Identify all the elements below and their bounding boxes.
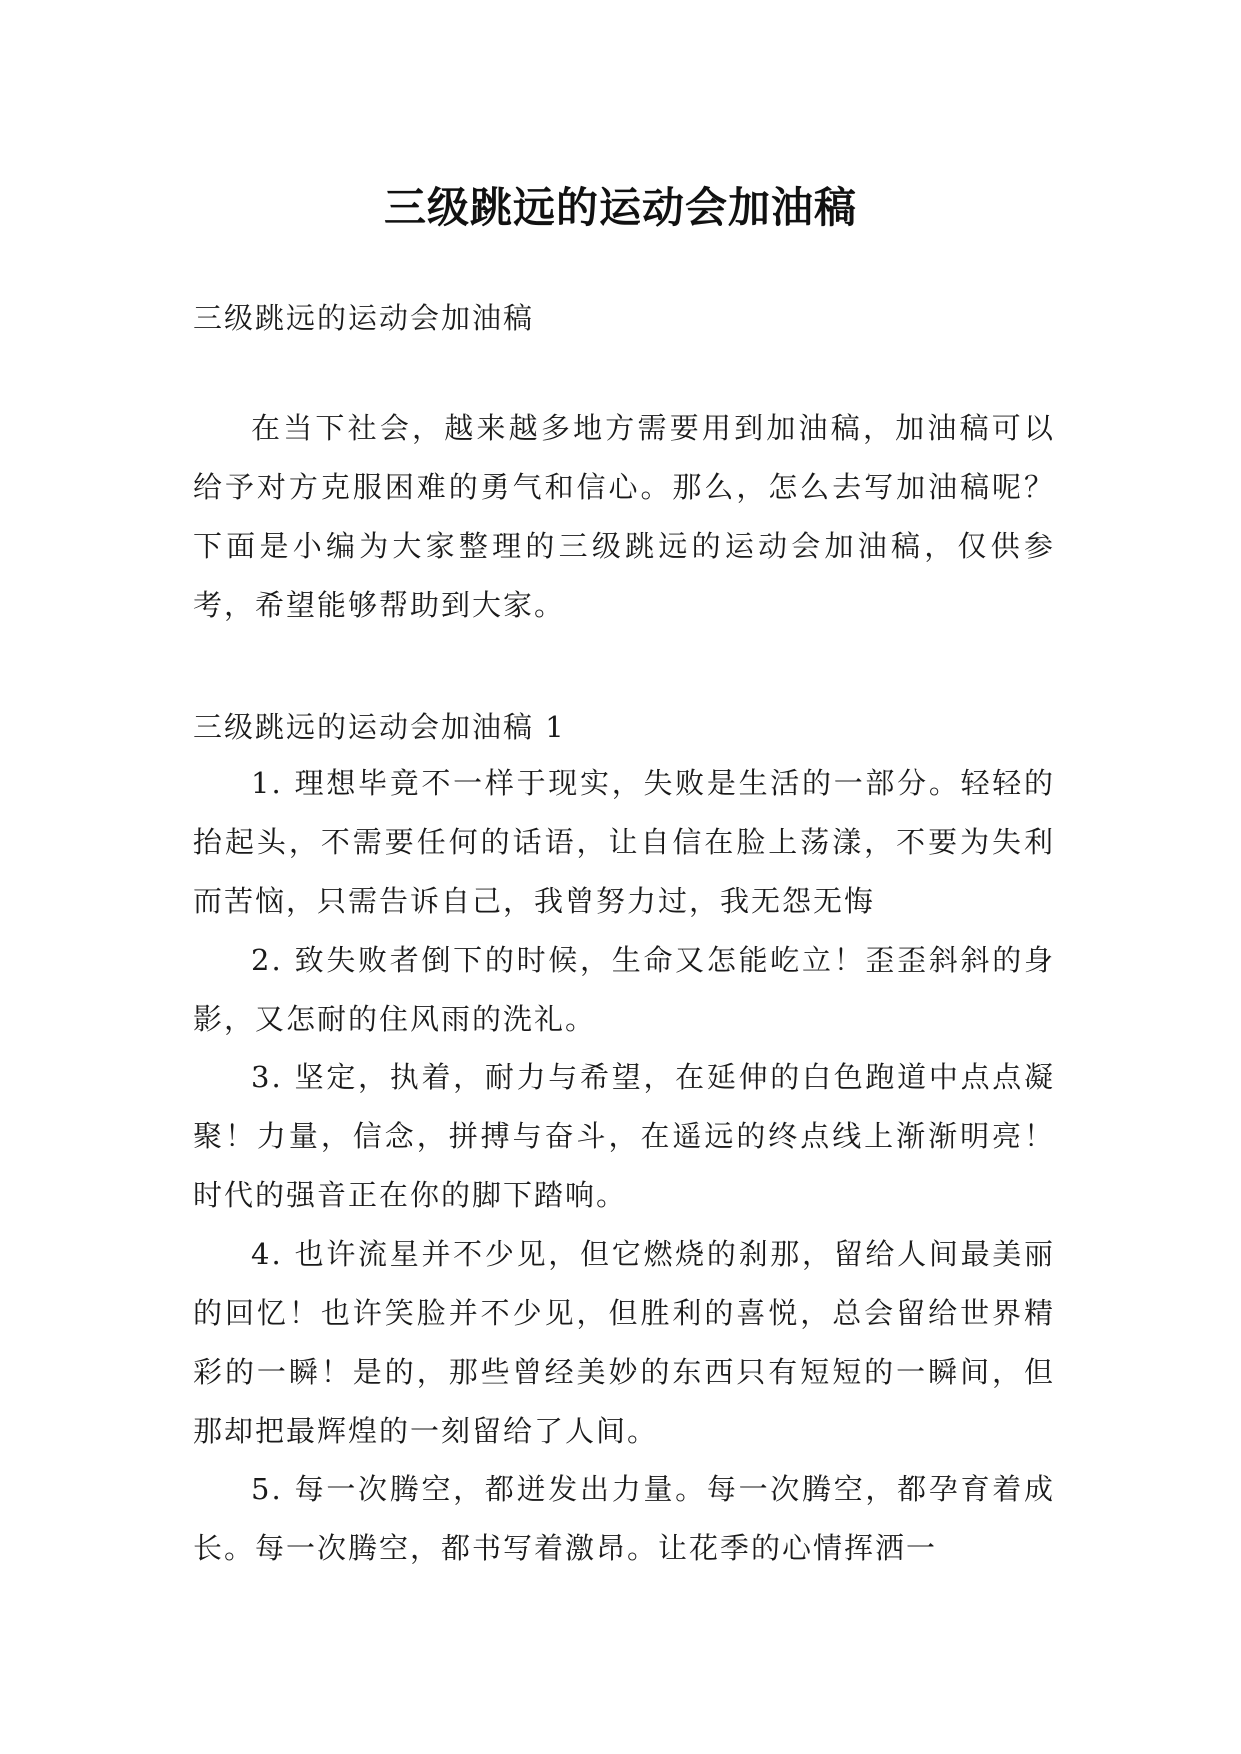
document-title: 三级跳远的运动会加油稿 — [383, 183, 857, 233]
list-item: 2. 致失败者倒下的时候，生命又怎能屹立！歪歪斜斜的身影，又怎耐的住风雨的洗礼。 — [193, 943, 1055, 1036]
list-item: 3. 坚定，执着，耐力与希望，在延伸的白色跑道中点点凝聚！力量，信念，拼搏与奋斗，在遥远的终点线上渐渐明亮！时代的强音正在你的脚下踏响。 — [193, 1060, 1055, 1212]
list-item: 4. 也许流星并不少见，但它燃烧的刹那，留给人间最美丽的回忆！也许笑脸并不少见，但胜利的喜悦，总会留给世界精彩的一瞬！是的，那些曾经美妙的东西只有短短的一瞬间，但那却把最辉煌的一刻留给了人间。 — [193, 1237, 1055, 1448]
list-item: 5. 每一次腾空，都迸发出力量。每一次腾空，都孕育着成长。每一次腾空，都书写着激昂。让花季的心情挥洒一 — [193, 1472, 1055, 1565]
list-item: 1. 理想毕竟不一样于现实，失败是生活的一部分。轻轻的抬起头，不需要任何的话语，让自信在脸上荡漾，不要为失利而苦恼，只需告诉自己，我曾努力过，我无怨无悔 — [193, 766, 1055, 918]
document-subtitle: 三级跳远的运动会加油稿 — [193, 301, 535, 335]
section-heading: 三级跳远的运动会加油稿 1 — [193, 710, 566, 744]
intro-paragraph: 在当下社会，越来越多地方需要用到加油稿，加油稿可以给予对方克服困难的勇气和信心。那么，怎么去写加油稿呢？下面是小编为大家整理的三级跳远的运动会加油稿，仅供参考，希望能够帮助到大家。 — [193, 411, 1055, 622]
